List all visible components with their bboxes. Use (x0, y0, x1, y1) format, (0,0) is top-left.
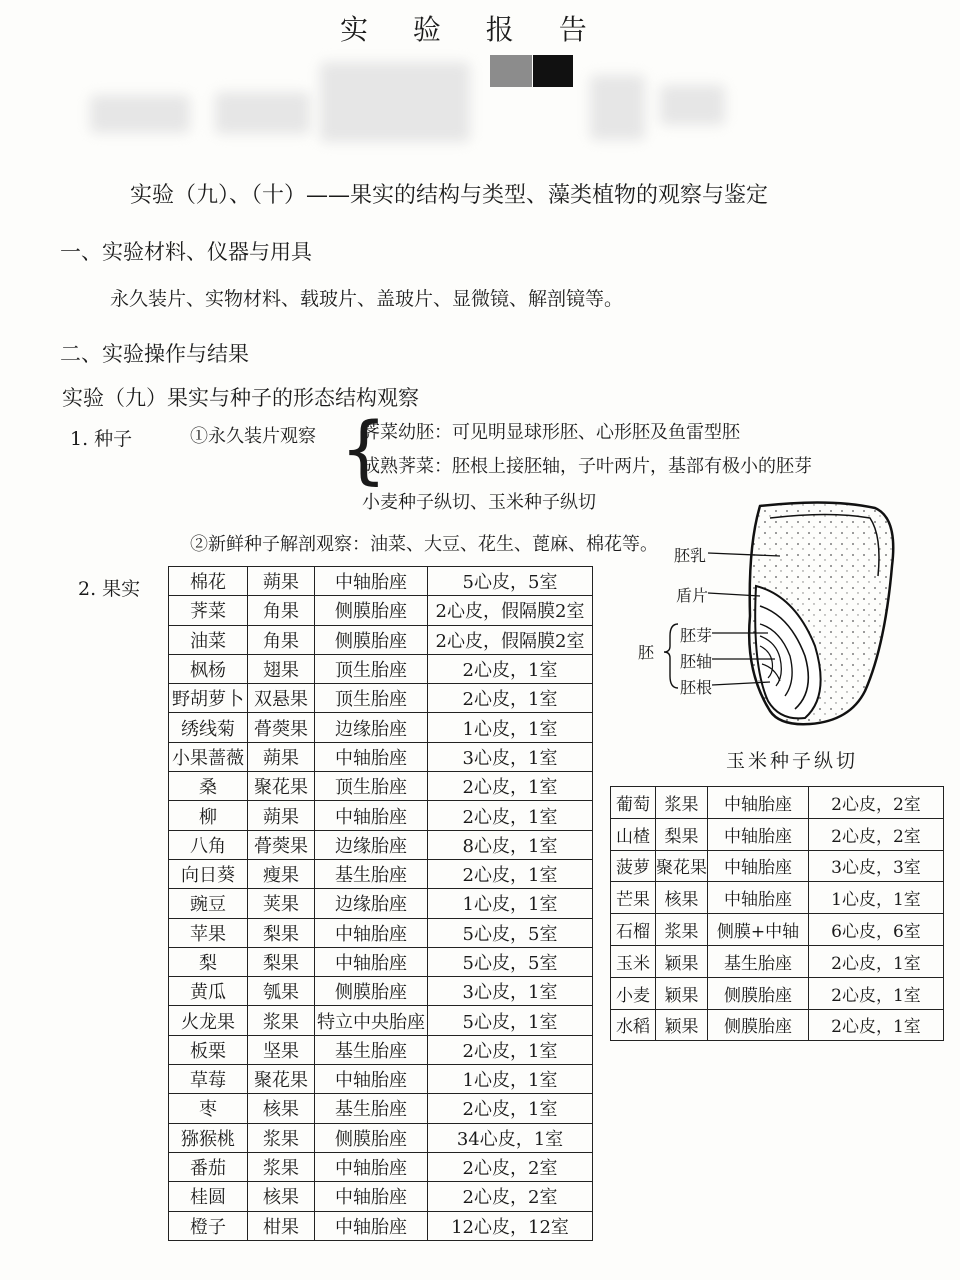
fruit-table-1-cell: 34心皮，1室 (428, 1123, 593, 1152)
fruit-table-1-cell: 中轴胎座 (315, 1152, 428, 1181)
fruit-table-1-cell: 边缘胎座 (315, 713, 428, 742)
fruit-table-1-cell: 蒴果 (248, 801, 315, 830)
fruit-table-1-cell: 中轴胎座 (315, 567, 428, 596)
fruit-table-2-cell: 山楂 (611, 818, 656, 850)
fruit-table-1-cell: 火龙果 (169, 1006, 248, 1035)
fruit-table-1-cell: 豌豆 (169, 889, 248, 918)
fruit-table-2-cell: 2心皮，1室 (809, 1009, 944, 1041)
fruit-table-1-cell: 瘦果 (248, 859, 315, 888)
fruit-table-1-cell: 5心皮，1室 (428, 1006, 593, 1035)
fruit-table-1-cell: 核果 (248, 1182, 315, 1211)
fruit-table-1-cell: 2心皮，2室 (428, 1182, 593, 1211)
fruit-table-1-row (169, 1006, 593, 1035)
fruit-table-2-cell: 芒果 (611, 882, 656, 914)
seed-item2: ②新鲜种子解剖观察：油菜、大豆、花生、蓖麻、棉花等。 (190, 534, 658, 555)
fruit-table-2-cell: 1心皮，1室 (809, 882, 944, 914)
fruit-table-1-cell: 桂圆 (169, 1182, 248, 1211)
experiment-title: 实验（九）、（十）——果实的结构与类型、藻类植物的观察与鉴定 (130, 183, 769, 208)
fruit-table-1-cell: 中轴胎座 (315, 742, 428, 771)
fruit-table-1-cell: 核果 (248, 1094, 315, 1123)
fruit-table-2-cell: 中轴胎座 (708, 787, 809, 819)
fruit-table-1-row (169, 859, 593, 888)
fruit-table-2-row (611, 787, 944, 819)
fruit-table-1-row (169, 947, 593, 976)
fruit-table-1-cell: 中轴胎座 (315, 1182, 428, 1211)
exp9-heading: 实验（九）果实与种子的形态结构观察 (62, 386, 419, 410)
fruit-table-2-cell: 2心皮，1室 (809, 945, 944, 977)
fruit-table-1-cell: 3心皮，1室 (428, 977, 593, 1006)
fruit-table-1-cell: 边缘胎座 (315, 830, 428, 859)
fruit-table-1-cell: 柑果 (248, 1211, 315, 1240)
fruit-table-1-cell: 双悬果 (248, 684, 315, 713)
label-radicle: 胚根 (680, 678, 713, 697)
fruit-table-1-cell: 1心皮，1室 (428, 1065, 593, 1094)
fruit-table-1-cell: 2心皮，1室 (428, 684, 593, 713)
fruit-table-1-cell: 2心皮，假隔膜2室 (428, 625, 593, 654)
fruit-table-1-cell: 瓠果 (248, 977, 315, 1006)
fruit-table-1-cell: 猕猴桃 (169, 1123, 248, 1152)
fruit-table-2-cell: 基生胎座 (708, 945, 809, 977)
fruit-table-1-cell: 中轴胎座 (315, 1211, 428, 1240)
label-scutellum: 盾片 (676, 586, 709, 605)
fruit-table-1-cell: 基生胎座 (315, 1035, 428, 1064)
fruit-table-1-cell: 2心皮，1室 (428, 859, 593, 888)
fruit-table-1-cell: 5心皮，5室 (428, 918, 593, 947)
fruit-table-1-row (169, 625, 593, 654)
corn-seed-diagram (630, 496, 920, 736)
fruit-table-2-cell: 2心皮，1室 (809, 977, 944, 1009)
fruit-table-2-cell: 侧膜+中轴 (708, 914, 809, 946)
fruit-table-1-cell: 梨果 (248, 918, 315, 947)
fruit-table-1-row (169, 1211, 593, 1240)
fruit-table-1-row (169, 830, 593, 859)
fruit-table-1-cell: 侧膜胎座 (315, 977, 428, 1006)
fruit-table-2-cell: 2心皮，2室 (809, 818, 944, 850)
fruit-table-1-cell: 边缘胎座 (315, 889, 428, 918)
fruit-table-1-cell: 苹果 (169, 918, 248, 947)
fruit-table-1-row (169, 1182, 593, 1211)
fruit-table-1-row (169, 742, 593, 771)
fruit-table-1-cell: 1心皮，1室 (428, 713, 593, 742)
fruit-table-1-cell: 番茄 (169, 1152, 248, 1181)
fruit-table-1-cell: 梨 (169, 947, 248, 976)
fruit-table-1-cell: 角果 (248, 596, 315, 625)
fruit-table-2-cell: 菠萝 (611, 850, 656, 882)
report-title: 实 验 报 告 (340, 13, 605, 46)
fruit-table-2-cell: 颖果 (656, 1009, 708, 1041)
fruit-table-1-cell: 橙子 (169, 1211, 248, 1240)
fruit-table-1-row (169, 1123, 593, 1152)
fruit-table-1-cell: 柳 (169, 801, 248, 830)
fruit-table-1-cell: 2心皮，1室 (428, 772, 593, 801)
fruit-table-1-row (169, 1065, 593, 1094)
fruit-table-1-row (169, 596, 593, 625)
fruit-table-1-cell: 浆果 (248, 1006, 315, 1035)
fruit-table-1-row (169, 713, 593, 742)
fruit-table-1-cell: 基生胎座 (315, 1094, 428, 1123)
fruit-table-1-cell: 2心皮，1室 (428, 654, 593, 683)
fruit-table-1-cell: 枣 (169, 1094, 248, 1123)
fruit-table-2-cell: 侧膜胎座 (708, 1009, 809, 1041)
fruit-table-1-row (169, 772, 593, 801)
label-plumule: 胚芽 (680, 626, 713, 645)
fruit-table-1-cell: 聚花果 (248, 1065, 315, 1094)
fruit-table-2-cell: 石榴 (611, 914, 656, 946)
fruit-table-1-row (169, 654, 593, 683)
fruit-table-1-cell: 特立中央胎座 (315, 1006, 428, 1035)
fruit-table-1-cell: 侧膜胎座 (315, 1123, 428, 1152)
fruit-table-1-cell: 中轴胎座 (315, 801, 428, 830)
fruit-table-1-cell: 2心皮，假隔膜2室 (428, 596, 593, 625)
seed-label: 1. 种子 (70, 428, 133, 450)
fruit-table-2-row (611, 818, 944, 850)
fruit-table-2-cell: 聚花果 (656, 850, 708, 882)
fruit-table-1-cell: 荚果 (248, 889, 315, 918)
fruit-table-1-cell: 向日葵 (169, 859, 248, 888)
fruit-table-2-cell: 水稻 (611, 1009, 656, 1041)
fruit-table-1-cell: 8心皮，1室 (428, 830, 593, 859)
fruit-table-2-row (611, 882, 944, 914)
section1-text: 永久装片、实物材料、载玻片、盖玻片、显微镜、解剖镜等。 (110, 288, 624, 310)
fruit-table-2-row (611, 945, 944, 977)
diagram-caption: 玉米种子纵切 (726, 750, 859, 772)
fruit-table-2-row (611, 914, 944, 946)
fruit-table-1-cell: 油菜 (169, 625, 248, 654)
seed-item1-line3: 小麦种子纵切、玉米种子纵切 (362, 492, 596, 513)
fruit-table-1-cell: 黄瓜 (169, 977, 248, 1006)
seed-item1-line1: 荠菜幼胚：可见明显球形胚、心形胚及鱼雷型胚 (362, 422, 740, 443)
fruit-table-2-cell: 中轴胎座 (708, 818, 809, 850)
fruit-table-1-row (169, 918, 593, 947)
fruit-table-1-cell: 中轴胎座 (315, 918, 428, 947)
fruit-table-2-cell: 葡萄 (611, 787, 656, 819)
fruit-table-2-cell: 中轴胎座 (708, 850, 809, 882)
fruit-table-2-cell: 梨果 (656, 818, 708, 850)
fruit-table-1-cell: 2心皮，1室 (428, 1035, 593, 1064)
fruit-table-1-cell: 坚果 (248, 1035, 315, 1064)
fruit-table-1-cell: 中轴胎座 (315, 947, 428, 976)
fruit-table-2-cell: 侧膜胎座 (708, 977, 809, 1009)
fruit-table-1-cell: 翅果 (248, 654, 315, 683)
fruit-label: 2. 果实 (78, 578, 141, 600)
fruit-table-1-cell: 梨果 (248, 947, 315, 976)
fruit-table-2-cell: 颖果 (656, 945, 708, 977)
fruit-table-1-row (169, 1035, 593, 1064)
fruit-table-1-cell: 棉花 (169, 567, 248, 596)
seed-item1-label: ①永久装片观察 (190, 426, 316, 447)
fruit-table-2-cell: 6心皮，6室 (809, 914, 944, 946)
fruit-table-1-cell: 浆果 (248, 1123, 315, 1152)
fruit-table-2-cell: 核果 (656, 882, 708, 914)
fruit-table-2-cell: 颖果 (656, 977, 708, 1009)
fruit-table-1-row (169, 567, 593, 596)
fruit-table-1-row (169, 977, 593, 1006)
fruit-table-2-cell: 浆果 (656, 914, 708, 946)
fruit-table-1-row (169, 1152, 593, 1181)
fruit-table-1-cell: 5心皮，5室 (428, 567, 593, 596)
fruit-table-1-cell: 野胡萝卜 (169, 684, 248, 713)
fruit-table-1-cell: 浆果 (248, 1152, 315, 1181)
fruit-table-1-cell: 顶生胎座 (315, 772, 428, 801)
fruit-table-1-cell: 桑 (169, 772, 248, 801)
fruit-table-1-row (169, 801, 593, 830)
fruit-table-1-cell: 侧膜胎座 (315, 596, 428, 625)
seed-brace: { (340, 407, 388, 493)
section1-heading: 一、实验材料、仪器与用具 (60, 240, 312, 264)
fruit-table-1-cell: 侧膜胎座 (315, 625, 428, 654)
fruit-table-1 (168, 566, 593, 1241)
fruit-table-2-row (611, 1009, 944, 1041)
fruit-table-1-cell: 蒴果 (248, 742, 315, 771)
fruit-table-1-cell: 2心皮，1室 (428, 1094, 593, 1123)
fruit-table-1-cell: 蓇葖果 (248, 713, 315, 742)
fruit-table-1-row (169, 684, 593, 713)
section2-heading: 二、实验操作与结果 (60, 342, 249, 366)
fruit-table-1-cell: 中轴胎座 (315, 1065, 428, 1094)
fruit-table-1-cell: 蓇葖果 (248, 830, 315, 859)
fruit-table-1-cell: 1心皮，1室 (428, 889, 593, 918)
fruit-table-1-cell: 角果 (248, 625, 315, 654)
fruit-table-1-cell: 绣线菊 (169, 713, 248, 742)
fruit-table-1-cell: 小果蔷薇 (169, 742, 248, 771)
fruit-table-1-cell: 顶生胎座 (315, 684, 428, 713)
fruit-table-1-cell: 荠菜 (169, 596, 248, 625)
fruit-table-1-cell: 基生胎座 (315, 859, 428, 888)
fruit-table-1-row (169, 1094, 593, 1123)
label-hypocotyl: 胚轴 (680, 652, 713, 671)
fruit-table-2-cell: 浆果 (656, 787, 708, 819)
fruit-table-2-cell: 小麦 (611, 977, 656, 1009)
fruit-table-1-cell: 草莓 (169, 1065, 248, 1094)
fruit-table-1-cell: 2心皮，2室 (428, 1152, 593, 1181)
fruit-table-1-cell: 枫杨 (169, 654, 248, 683)
fruit-table-2-cell: 玉米 (611, 945, 656, 977)
fruit-table-2-cell: 3心皮，3室 (809, 850, 944, 882)
fruit-table-2-row (611, 977, 944, 1009)
seed-item1-line2: 成熟荠菜：胚根上接胚轴，子叶两片，基部有极小的胚芽 (362, 456, 812, 477)
fruit-table-1-row (169, 889, 593, 918)
fruit-table-1-cell: 聚花果 (248, 772, 315, 801)
fruit-table-1-cell: 12心皮，12室 (428, 1211, 593, 1240)
fruit-table-2-cell: 中轴胎座 (708, 882, 809, 914)
fruit-table-1-cell: 板栗 (169, 1035, 248, 1064)
fruit-table-2 (610, 786, 944, 1041)
fruit-table-1-cell: 八角 (169, 830, 248, 859)
label-embryo: 胚 (638, 643, 655, 662)
fruit-table-2-cell: 2心皮，2室 (809, 787, 944, 819)
fruit-table-1-cell: 2心皮，1室 (428, 801, 593, 830)
label-endosperm: 胚乳 (674, 546, 707, 565)
fruit-table-1-cell: 5心皮，5室 (428, 947, 593, 976)
fruit-table-1-cell: 3心皮，1室 (428, 742, 593, 771)
fruit-table-1-cell: 顶生胎座 (315, 654, 428, 683)
fruit-table-1-cell: 蒴果 (248, 567, 315, 596)
fruit-table-2-row (611, 850, 944, 882)
